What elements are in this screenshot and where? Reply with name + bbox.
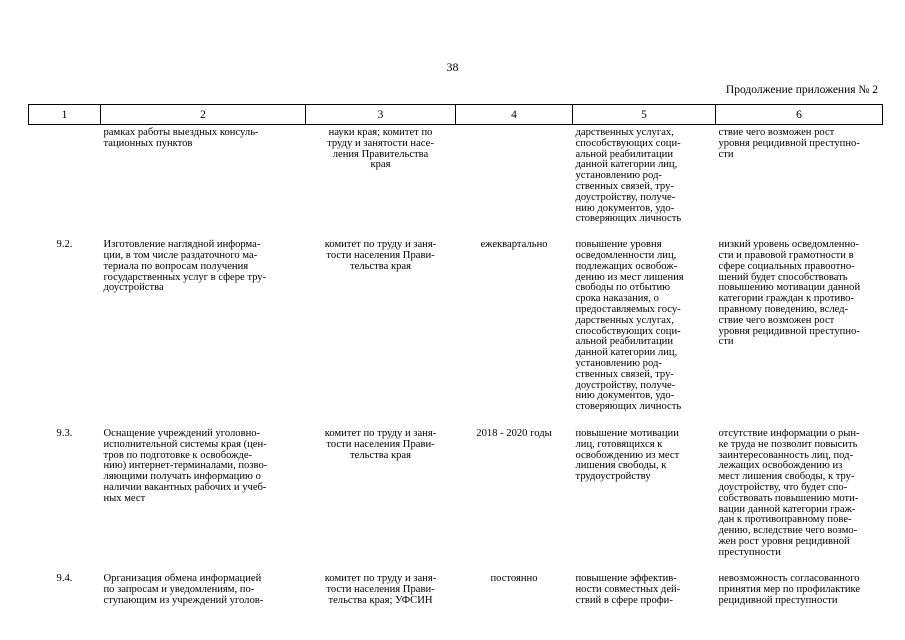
- row-number: 9.3.: [56, 427, 73, 439]
- risks-text-line: уровня рецидивной преступно-: [718, 137, 860, 149]
- result-text-cell: [573, 572, 716, 606]
- table-row: [29, 572, 883, 606]
- risks-text-line: повышению мотивации данной: [718, 282, 861, 294]
- measure-text-line: рамках работы выездных консуль-: [103, 127, 259, 138]
- result-text-line: доустройству, получе-: [575, 379, 676, 391]
- result-text-line: ственных связей, тру-: [575, 180, 674, 192]
- result-text-line: освобождению из мест: [575, 449, 680, 461]
- executor-text-line: края: [370, 159, 391, 171]
- measure-text-line: Организация обмена информацией: [103, 573, 262, 585]
- risks-text-line: преступности: [718, 546, 781, 558]
- result-text-line: повышение мотивации: [575, 427, 679, 439]
- executor-text-line: тельства края: [349, 260, 411, 272]
- executor-text-line: тости населения Прави-: [326, 249, 435, 261]
- result-text-line: повышение эффектив-: [575, 573, 677, 585]
- executor-text-cell: [306, 427, 456, 573]
- result-text-cell: [573, 427, 716, 573]
- table-row: [29, 427, 883, 573]
- result-text-line: осведомленности лиц,: [575, 249, 677, 261]
- executor-text-line: труду и занятости насе-: [327, 137, 434, 149]
- measure-text-line: Изготовление наглядной информа-: [103, 239, 261, 251]
- column-header: 5: [573, 105, 716, 125]
- result-text-line: стоверяющих личность: [575, 213, 682, 225]
- result-text-line: дению из мест лишения: [575, 271, 684, 283]
- risks-text-line: заинтересованность лиц, под-: [718, 449, 854, 461]
- row-number-cell: [29, 572, 101, 606]
- table-header-row: [29, 105, 883, 125]
- result-text-line: ствий в сфере профи-: [575, 595, 673, 607]
- risks-text-line: мест лишения свободы, к тру-: [718, 471, 855, 483]
- result-text-line: лишения свободы, к: [575, 460, 667, 472]
- executor-text-cell: [306, 125, 456, 239]
- result-text-line: установлению род-: [575, 170, 662, 182]
- result-text-line: данной категории лиц,: [575, 159, 678, 171]
- result-text-line: альной реабилитации: [575, 336, 674, 348]
- executor-text-line: комитет по труду и заня-: [324, 573, 437, 585]
- risks-text-cell: [716, 572, 883, 606]
- plan-table: [28, 104, 883, 607]
- risks-text-cell: [716, 125, 883, 239]
- term-text-cell: [456, 238, 573, 427]
- result-text-line: ственных связей, тру-: [575, 368, 674, 380]
- measure-text-line: териала по вопросам получения: [103, 260, 249, 272]
- executor-text-line: ления Правительства: [332, 148, 429, 160]
- measure-text-cell: [101, 125, 306, 239]
- column-header: 2: [101, 105, 306, 125]
- risks-text-line: дан к противоправному пове-: [718, 514, 852, 526]
- table-row: [29, 238, 883, 427]
- executor-text-line: тельства края: [349, 449, 411, 461]
- measure-text-line: исполнительной системы края (цен-: [103, 438, 267, 450]
- result-text-line: доустройству, получе-: [575, 191, 676, 203]
- risks-text-line: категории граждан к противо-: [718, 293, 854, 305]
- row-number: 9.4.: [56, 573, 73, 585]
- row-number-cell: [29, 238, 101, 427]
- risks-text-line: ствие чего возможен рост: [718, 314, 835, 326]
- result-text-line: свободы по отбытию: [575, 282, 671, 294]
- result-text-line: альной реабилитации: [575, 148, 674, 160]
- column-header: 1: [29, 105, 101, 125]
- row-number: 9.2.: [56, 239, 73, 251]
- risks-text-line: сти: [718, 148, 734, 160]
- result-text-cell: [573, 125, 716, 239]
- result-text-line: трудоустройству: [575, 471, 651, 483]
- risks-text-line: правному поведению, вслед-: [718, 303, 849, 315]
- measure-text-line: государственных услуг в сфере тру-: [103, 271, 267, 283]
- risks-text-line: вации данной категории граж-: [718, 503, 856, 515]
- risks-text-line: сти и правовой грамотности в: [718, 249, 854, 261]
- result-text-line: установлению род-: [575, 357, 662, 369]
- column-header: 4: [456, 105, 573, 125]
- measure-text-line: доустройства: [103, 282, 164, 294]
- measure-text-line: тационных пунктов: [103, 137, 193, 149]
- risks-text-line: невозможность согласованного: [718, 573, 860, 585]
- risks-text-line: шений будет способствовать: [718, 271, 848, 283]
- measure-text-line: тров по подготовке к освобожде-: [103, 449, 253, 461]
- measure-text-cell: [101, 572, 306, 606]
- row-number-cell: [29, 427, 101, 573]
- row-number-cell: [29, 125, 101, 239]
- result-text-line: подлежащих освобож-: [575, 260, 678, 272]
- column-header: 6: [716, 105, 883, 125]
- risks-text-line: доустройству, что будет спо-: [718, 481, 848, 493]
- measure-text-line: по запросам и уведомлениям, по-: [103, 584, 255, 596]
- risks-text-line: дению, вследствие чего возмо-: [718, 525, 858, 537]
- risks-text-line: сти: [718, 336, 734, 348]
- measure-text-cell: [101, 427, 306, 573]
- continuation-label: Продолжение приложения № 2: [725, 84, 878, 96]
- result-text-line: ности совместных дей-: [575, 584, 681, 596]
- measure-text-line: ных мест: [103, 492, 146, 504]
- measure-text-line: ступающим из учреждений уголов-: [103, 595, 264, 607]
- executor-text-line: комитет по труду и заня-: [324, 427, 437, 439]
- result-text-line: лиц, готовящихся к: [575, 438, 663, 450]
- executor-text-line: комитет по труду и заня-: [324, 239, 437, 251]
- result-text-line: нию документов, удо-: [575, 390, 675, 402]
- measure-text-line: нию) интернет-терминалами, позво-: [103, 460, 268, 472]
- risks-text-line: ствие чего возможен рост: [718, 127, 835, 138]
- result-text-line: нию документов, удо-: [575, 202, 675, 214]
- table-body: [29, 125, 883, 607]
- result-text-line: дарственных услугах,: [575, 314, 674, 326]
- measure-text-cell: [101, 238, 306, 427]
- result-text-line: способствующих соци-: [575, 325, 681, 337]
- term-text: 2018 - 2020 годы: [476, 427, 552, 439]
- risks-text-line: собствовать повышению моти-: [718, 492, 859, 504]
- result-text-cell: [573, 238, 716, 427]
- risks-text-line: уровня рецидивной преступно-: [718, 325, 860, 337]
- measure-text-line: ции, в том числе раздаточного ма-: [103, 249, 258, 261]
- term-text: постоянно: [490, 573, 538, 585]
- risks-text-cell: [716, 238, 883, 427]
- result-text-line: предоставляемых госу-: [575, 303, 681, 315]
- measure-text-line: ляющими получать информацию о: [103, 471, 261, 483]
- risks-text-line: низкий уровень осведомленно-: [718, 239, 859, 251]
- measure-text-line: наличии вакантных рабочих и учеб-: [103, 481, 267, 493]
- risks-text-line: принятия мер по профилактике: [718, 584, 861, 596]
- result-text-line: стоверяющих личность: [575, 401, 682, 413]
- executor-text-line: тости населения Прави-: [326, 438, 435, 450]
- term-text-cell: [456, 572, 573, 606]
- table-row: [29, 125, 883, 239]
- column-header: 3: [306, 105, 456, 125]
- risks-text-line: жен рост уровня рецидивной: [718, 535, 850, 547]
- result-text-line: данной категории лиц,: [575, 347, 678, 359]
- executor-text-cell: [306, 572, 456, 606]
- executor-text-line: тости населения Прави-: [326, 584, 435, 596]
- executor-text-cell: [306, 238, 456, 427]
- result-text-line: способствующих соци-: [575, 137, 681, 149]
- result-text-line: повышение уровня: [575, 239, 662, 251]
- risks-text-cell: [716, 427, 883, 573]
- term-text-cell: [456, 427, 573, 573]
- term-text-cell: [456, 125, 573, 239]
- measure-text-line: Оснащение учреждений уголовно-: [103, 427, 261, 439]
- executor-text-line: науки края; комитет по: [328, 127, 433, 138]
- page-number: 38: [446, 60, 459, 74]
- executor-text-line: тельства края; УФСИН: [328, 595, 433, 607]
- risks-text-line: ке труда не позволит повысить: [718, 438, 858, 450]
- result-text-line: дарственных услугах,: [575, 127, 674, 138]
- risks-text-line: отсутствие информации о рын-: [718, 427, 860, 439]
- result-text-line: срока наказания, о: [575, 293, 659, 305]
- risks-text-line: сфере социальных правоотно-: [718, 260, 855, 272]
- term-text: ежеквартально: [480, 239, 548, 251]
- risks-text-line: лежащих освобождению из: [718, 460, 843, 472]
- risks-text-line: рецидивной преступности: [718, 595, 838, 607]
